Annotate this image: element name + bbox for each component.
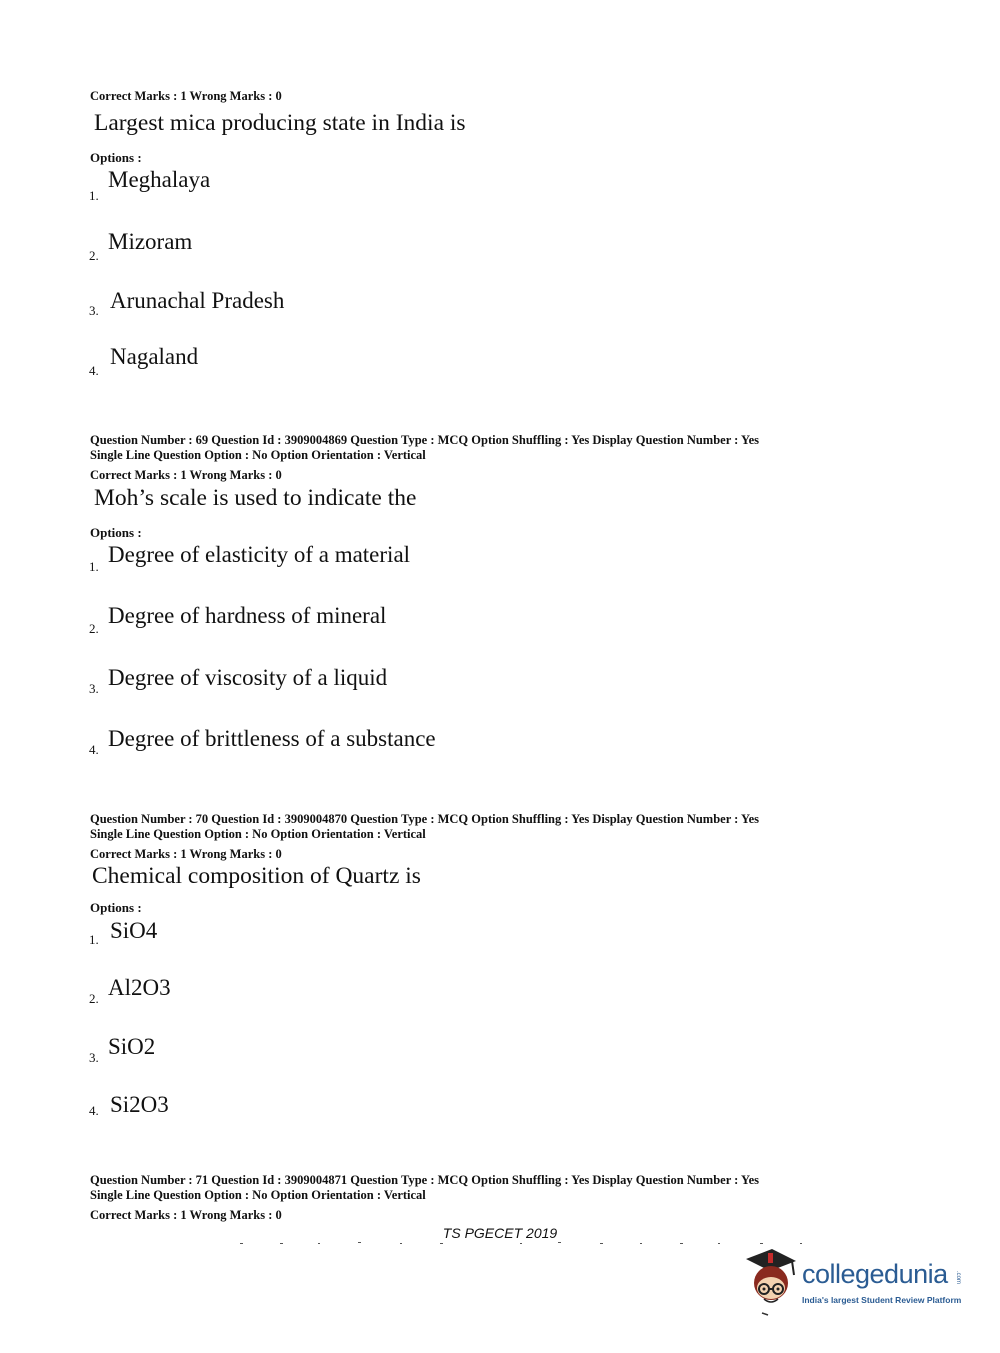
- option-number: 3.: [89, 303, 99, 318]
- option-number: 1.: [89, 932, 99, 947]
- option-text: Meghalaya: [108, 167, 211, 192]
- option-text: Mizoram: [108, 229, 193, 254]
- q69-meta-line-1: Question Number : 69 Question Id : 3909004869 Question Type : MCQ Option Shuffling : Yes Display Question Number : Yes: [90, 433, 760, 447]
- q69-options-label: Options :: [90, 525, 142, 540]
- q71-meta-line-2: Single Line Question Option : No Option Orientation : Vertical: [90, 1188, 426, 1202]
- q70-marks: Correct Marks : 1 Wrong Marks : 0: [90, 847, 282, 861]
- q69-meta-line-2: Single Line Question Option : No Option Orientation : Vertical: [90, 448, 426, 462]
- collegedunia-logo: [742, 1245, 972, 1317]
- option-number: 3.: [89, 681, 99, 696]
- q68-options-label: Options :: [90, 150, 142, 165]
- option-number: 4.: [89, 742, 99, 757]
- option-number: 1.: [89, 559, 99, 574]
- footer-exam-title: TS PGECET 2019: [442, 1225, 558, 1241]
- q69-question-text: Moh’s scale is used to indicate the: [94, 485, 417, 511]
- option-text: SiO4: [110, 918, 158, 943]
- q70-meta-line-1: Question Number : 70 Question Id : 3909004870 Question Type : MCQ Option Shuffling : Yes Display Question Number : Yes: [90, 812, 760, 826]
- option-number: 2.: [89, 621, 99, 636]
- q71-meta-line-1: Question Number : 71 Question Id : 3909004871 Question Type : MCQ Option Shuffling : Yes Display Question Number : Yes: [90, 1173, 760, 1187]
- option-text: Degree of viscosity of a liquid: [108, 665, 388, 690]
- q70-meta-line-2: Single Line Question Option : No Option Orientation : Vertical: [90, 827, 426, 841]
- q68-marks: Correct Marks : 1 Wrong Marks : 0: [90, 89, 282, 103]
- option-number: 3.: [89, 1050, 99, 1065]
- q70-question-text: Chemical composition of Quartz is: [92, 863, 421, 889]
- brand-tagline: India's largest Student Review Platform: [802, 1295, 962, 1305]
- mascot-graduate-icon: [742, 1245, 800, 1317]
- option-number: 2.: [89, 248, 99, 263]
- brand-name: collegedunia: [802, 1259, 948, 1289]
- option-text: Degree of brittleness of a substance: [108, 726, 436, 751]
- q71-marks: Correct Marks : 1 Wrong Marks : 0: [90, 1208, 282, 1222]
- q68-question-text: Largest mica producing state in India is: [94, 110, 466, 136]
- brand-suffix: .com: [955, 1271, 961, 1285]
- option-number: 2.: [89, 991, 99, 1006]
- q69-marks: Correct Marks : 1 Wrong Marks : 0: [90, 468, 282, 482]
- q70-options-label: Options :: [90, 900, 142, 915]
- option-text: Al2O3: [108, 975, 171, 1000]
- option-text: Degree of hardness of mineral: [108, 603, 387, 628]
- option-number: 1.: [89, 188, 99, 203]
- option-text: Si2O3: [110, 1092, 169, 1117]
- option-text: Arunachal Pradesh: [110, 288, 285, 313]
- option-text: SiO2: [108, 1034, 156, 1059]
- option-number: 4.: [89, 1103, 99, 1118]
- option-text: Nagaland: [110, 344, 199, 369]
- option-number: 4.: [89, 363, 99, 378]
- scan-artifact-dots: [240, 1240, 820, 1246]
- option-text: Degree of elasticity of a material: [108, 542, 411, 567]
